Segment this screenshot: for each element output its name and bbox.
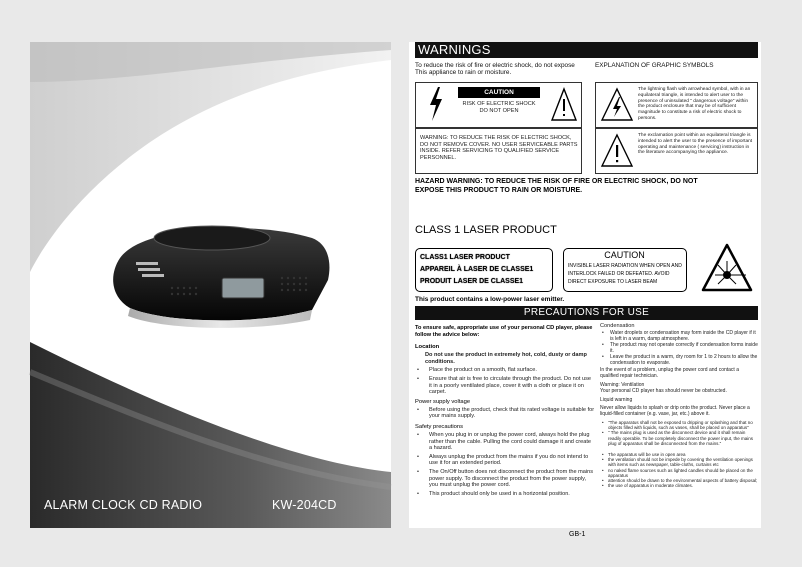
page-number: GB-1 — [569, 531, 586, 538]
exclamation-triangle-icon — [550, 87, 578, 123]
caution-label: CAUTION — [458, 87, 540, 98]
location-item-1: Do not use the product in extremely hot, cold, dusty or damp conditions. — [425, 352, 587, 365]
condensation-item-2: • The product may not operate correctly if condensation forms inside it. — [600, 342, 758, 354]
exclamation-point-icon — [600, 133, 634, 169]
caution-symbol-box — [415, 82, 582, 128]
liquid-text: Never allow liquids to splash or drip onto the product. Never place a liquid-filled container (e.g. vase, jar, etc.) above it. — [600, 405, 750, 417]
product-name: ALARM CLOCK CD RADIO — [44, 498, 203, 512]
precautions-column-right — [600, 323, 758, 488]
safety-item-3: • The On/Off button does not disconnect the product from the mains power supply. To disconnect the product from the power supply, you must unplug the power cord. — [415, 469, 595, 489]
laser-label-line-2: APPAREIL À LASER DE CLASSE1 — [420, 266, 534, 273]
caution-text: RISK OF ELECTRIC SHOCK DO NOT OPEN — [462, 101, 536, 114]
safety-item-2: • Always unplug the product from the mains if you do not intend to use it for an extended period. — [415, 454, 595, 467]
final-item-3: • no naked flame sources such as lighted candles should be placed on the apparatus — [600, 468, 758, 478]
service-warning-box — [415, 128, 582, 174]
laser-radiation-icon — [701, 243, 753, 293]
condensation-item-1: • Water droplets or condensation may form inside the CD player if it is left in a warm, damp atmosphere. — [600, 330, 758, 342]
mains-item-2: • " The mains plug is used as the disconnect device and it shall remain readily operable. To be completely disconnect the power input, the mains plug of apparatus shall be disconnected from the mains." — [600, 430, 758, 446]
location-heading: Location — [415, 344, 440, 351]
hazard-warning: HAZARD WARNING: TO REDUCE THE RISK OF FIRE OR ELECTRIC SHOCK, DO NOT EXPOSE THIS PRODUCT TO RAIN OR MOISTURE. — [415, 178, 698, 194]
power-heading: Power supply voltage — [415, 398, 471, 405]
cd-radio-product-image — [102, 218, 334, 328]
safety-heading: Safety precautions — [415, 423, 464, 430]
final-item-5: • the use of apparatus in moderate climates. — [600, 483, 758, 488]
laser-caution-label — [563, 248, 687, 292]
safety-item-4: • This product should only be used in a horizontal position. — [415, 491, 595, 498]
condensation-heading: Condensation — [600, 323, 635, 329]
warnings-page — [409, 42, 761, 538]
model-number: KW-204CD — [272, 498, 337, 512]
warnings-intro: To reduce the risk of fire or electric shock, do not expose This appliance to rain or moisture. — [415, 62, 575, 77]
final-item-2: • the ventilation should not be impede by covering the ventilation openings with items such as newspaper, table-cloths, curtains etc — [600, 457, 758, 467]
ventilation-text: Your personal CD player has should never be obstructed. — [600, 388, 727, 394]
lightning-explanation-box — [595, 82, 758, 128]
condensation-item-3: • Leave the product in a warm, dry room for 1 to 2 hours to allow the condensation to evaporate. — [600, 354, 758, 366]
laser-class-label — [415, 248, 553, 292]
laser-label-line-3: PRODUIT LASER DE CLASSE1 — [420, 278, 524, 285]
final-item-4: • attention should be drawn to the environmental aspects of battery disposal; — [600, 478, 758, 483]
cover-page — [30, 42, 391, 528]
precautions-column-left — [415, 325, 595, 497]
laser-caution-text: INVISIBLE LASER RADIATION WHEN OPEN AND INTERLOCK FAILED OR DEFEATED. AVOID DIRECT EXPOSURE TO LASER BEAM — [568, 263, 682, 285]
final-item-1: • The apparatus will be use in open area — [600, 452, 758, 457]
safety-item-1: • When you plug in or unplug the power cord, always hold the plug rather than the cable. Pulling the cord could damage it and create a hazard. — [415, 432, 595, 452]
lightning-explanation-text: The lightning flash with arrowhead symbol, with in an equilateral triangle, is intended to alert user to the presence of uninsulated " dangerous voltage" within the product enclosure that may be of sufficient magnitude to constitute a risk of electric shock to persons. — [638, 87, 751, 121]
laser-heading: CLASS 1 LASER PRODUCT — [415, 224, 557, 236]
warnings-title: WARNINGS — [415, 42, 758, 58]
laser-label-line-1: CLASS1 LASER PRODUCT — [420, 254, 510, 261]
location-item-2: • Place the product on a smooth, flat surface. — [415, 367, 595, 374]
location-item-3: • Ensure that air is free to circulate through the product. Do not use it in a poorly ventilated place, cover it with a cloth or place it on carpet. — [415, 376, 595, 396]
laser-caution-heading: CAUTION — [604, 250, 645, 260]
exclamation-explanation-text: The exclamation point within an equilateral triangle is intended to alert the user to the presence of important operating and maintenance ( servicing) instruction in the literature accompanying the appliance. — [638, 133, 753, 156]
ventilation-heading: Warning: Ventilation — [600, 382, 645, 388]
precautions-intro: To ensure safe, appropriate use of your personal CD player, please follow the advice below: — [415, 325, 593, 338]
precautions-title: PRECAUTIONS FOR USE — [415, 306, 758, 320]
lightning-triangle-icon — [600, 87, 634, 123]
power-item-1: • Before using the product, check that its rated voltage is suitable for your mains supply. — [415, 407, 595, 420]
graphic-symbols-heading: EXPLANATION OF GRAPHIC SYMBOLS — [595, 62, 714, 69]
mains-item-1: • "The apparatus shall not be exposed to dripping or splashing and that no objects filled with liquids, such as vases, shall be placed on apparatus" — [600, 420, 758, 430]
lightning-bolt-icon — [426, 85, 446, 123]
service-warning-text: WARNING: TO REDUCE THE RISK OF ELECTRIC SHOCK, DO NOT REMOVE COVER. NO USER SERVICEABLE PARTS INSIDE. REFER SERVICING TO QUALIFIED SERVICE PERSONNEL. — [420, 135, 578, 161]
exclamation-explanation-box — [595, 128, 758, 174]
condensation-note: In the event of a problem, unplug the power cord and contact a qualified repair technician. — [600, 367, 739, 379]
liquid-heading: Liquid warning — [600, 397, 633, 403]
laser-emitter-note: This product contains a low-power laser emitter. — [415, 296, 565, 303]
